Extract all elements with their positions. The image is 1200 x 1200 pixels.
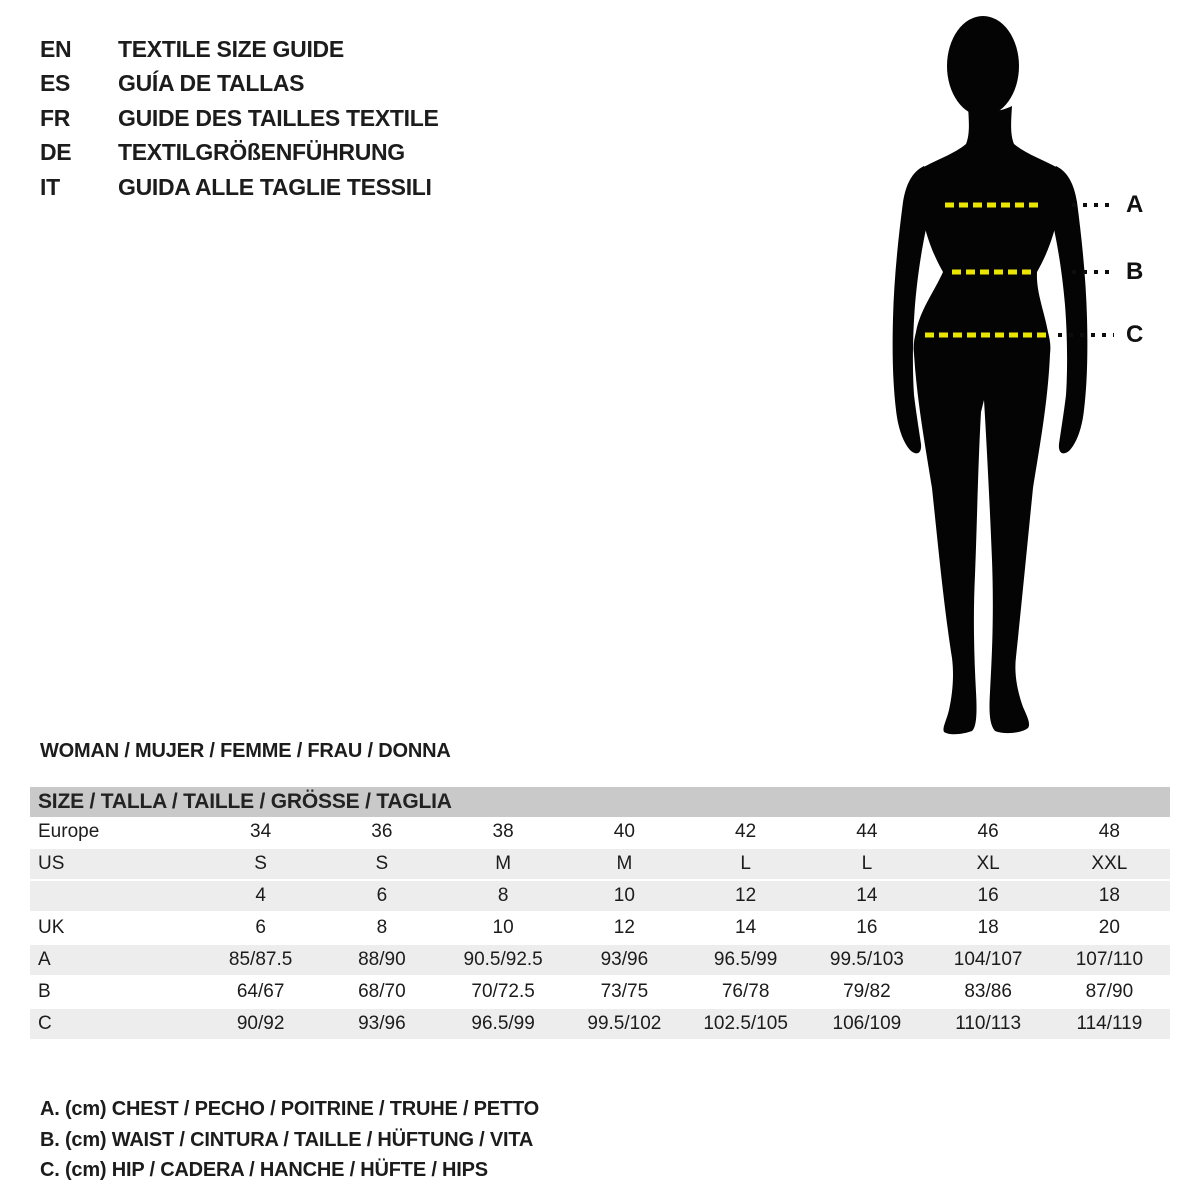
size-cell: 6 xyxy=(255,917,266,938)
size-cell: 96.5/99 xyxy=(471,1013,535,1034)
size-cell: 90.5/92.5 xyxy=(463,949,543,970)
language-code: DE xyxy=(40,139,72,166)
table-row xyxy=(30,1009,1170,1041)
size-cell: 88/90 xyxy=(358,949,406,970)
woman-silhouette-figure xyxy=(880,10,1160,755)
legend-line: B. (cm) WAIST / CINTURA / TAILLE / HÜFTUNG / VITA xyxy=(40,1128,534,1151)
size-row-label: A xyxy=(38,949,51,970)
size-cell: 99.5/102 xyxy=(587,1013,662,1034)
language-row xyxy=(40,67,439,102)
size-cell: 10 xyxy=(492,917,514,938)
table-row xyxy=(30,913,1170,945)
measurement-legend xyxy=(40,1094,539,1186)
size-cell: 40 xyxy=(613,821,635,842)
size-cell: 6 xyxy=(376,885,388,906)
table-row xyxy=(30,945,1170,977)
size-cell: 90/92 xyxy=(236,1013,285,1034)
language-code: IT xyxy=(40,173,60,200)
size-cell: 102.5/105 xyxy=(703,1013,788,1034)
table-row xyxy=(30,817,1170,849)
size-table-body xyxy=(30,817,1170,1041)
table-row xyxy=(30,977,1170,1009)
size-cell: 107/110 xyxy=(1075,949,1144,970)
legend-line: C. (cm) HIP / CADERA / HANCHE / HÜFTE / HIPS xyxy=(40,1159,488,1181)
size-cell: 42 xyxy=(735,821,757,842)
size-cell: 16 xyxy=(856,917,878,938)
silhouette-right-arm xyxy=(1049,166,1087,453)
size-cell: S xyxy=(375,853,389,874)
size-cell: 12 xyxy=(735,885,757,906)
size-cell: 110/113 xyxy=(955,1013,1022,1034)
language-title: TEXTILGRÖßENFÜHRUNG xyxy=(118,139,405,166)
size-cell: 93/96 xyxy=(600,949,649,970)
language-title: GUÍA DE TALLAS xyxy=(118,70,305,97)
size-row-label: Europe xyxy=(38,821,100,842)
size-cell: 44 xyxy=(856,821,878,842)
language-title: GUIDA ALLE TAGLIE TESSILI xyxy=(118,173,432,200)
size-cell: 12 xyxy=(613,917,635,938)
language-row xyxy=(40,101,439,136)
language-title-list xyxy=(40,32,439,205)
size-cell: XL xyxy=(976,853,1000,874)
size-row-label: B xyxy=(38,981,51,1002)
size-cell: 87/90 xyxy=(1085,981,1134,1002)
language-code: EN xyxy=(40,35,72,62)
size-cell: XXL xyxy=(1091,853,1128,874)
size-cell: 106/109 xyxy=(832,1013,902,1034)
size-cell: M xyxy=(616,853,633,874)
size-cell: 8 xyxy=(376,917,388,938)
size-cell: 70/72.5 xyxy=(471,981,535,1002)
woman-silhouette xyxy=(880,10,1160,755)
size-cell: 18 xyxy=(977,917,999,938)
size-cell: 79/82 xyxy=(843,981,891,1002)
size-cell: 76/78 xyxy=(721,981,770,1002)
size-cell: 64/67 xyxy=(236,981,285,1002)
language-row xyxy=(40,136,439,171)
language-code: ES xyxy=(40,70,71,97)
size-cell: S xyxy=(254,853,267,874)
size-cell: 46 xyxy=(977,821,999,842)
size-cell: L xyxy=(861,853,873,874)
language-row xyxy=(40,32,439,67)
size-cell: 14 xyxy=(735,917,757,938)
size-cell: 34 xyxy=(250,821,272,842)
size-cell: 83/86 xyxy=(964,981,1012,1002)
size-cell: 8 xyxy=(497,885,509,906)
silhouette-head xyxy=(947,16,1019,116)
table-row xyxy=(30,881,1170,913)
size-cell: 104/107 xyxy=(953,949,1023,970)
size-cell: 48 xyxy=(1098,821,1120,842)
size-row-label: US xyxy=(38,853,65,874)
language-code: FR xyxy=(40,104,71,131)
marker-label-hip: C xyxy=(1126,321,1144,348)
size-cell: 36 xyxy=(371,821,393,842)
marker-label-chest: A xyxy=(1126,191,1144,218)
language-title: TEXTILE SIZE GUIDE xyxy=(118,35,344,62)
size-cell: 20 xyxy=(1098,917,1120,938)
size-cell: 85/87.5 xyxy=(228,949,293,970)
size-cell: 14 xyxy=(856,885,878,906)
size-cell: 10 xyxy=(613,885,635,906)
language-row xyxy=(40,170,439,205)
size-row-label: UK xyxy=(38,917,65,938)
silhouette-body xyxy=(914,106,1064,734)
size-row-label: C xyxy=(38,1013,52,1034)
size-table xyxy=(30,787,1170,1041)
size-cell: 38 xyxy=(492,821,514,842)
size-cell: 4 xyxy=(255,885,266,906)
legend-line: A. (cm) CHEST / PECHO / POITRINE / TRUHE / PETTO xyxy=(40,1098,539,1120)
marker-label-waist: B xyxy=(1126,258,1144,285)
size-cell: 68/70 xyxy=(358,981,406,1002)
size-cell: M xyxy=(495,853,512,874)
section-title: WOMAN / MUJER / FEMME / FRAU / DONNA xyxy=(40,740,451,762)
size-cell: 18 xyxy=(1098,885,1120,906)
size-cell: L xyxy=(740,853,751,874)
size-cell: 99.5/103 xyxy=(829,949,904,970)
language-title: GUIDE DES TAILLES TEXTILE xyxy=(118,104,439,131)
table-row xyxy=(30,849,1170,881)
size-table-header: SIZE / TALLA / TAILLE / GRÖSSE / TAGLIA xyxy=(30,787,1170,817)
size-cell: 16 xyxy=(977,885,999,906)
size-cell: 93/96 xyxy=(358,1013,406,1034)
size-cell: 96.5/99 xyxy=(713,949,778,970)
size-cell: 114/119 xyxy=(1076,1013,1143,1034)
size-cell: 73/75 xyxy=(600,981,649,1002)
